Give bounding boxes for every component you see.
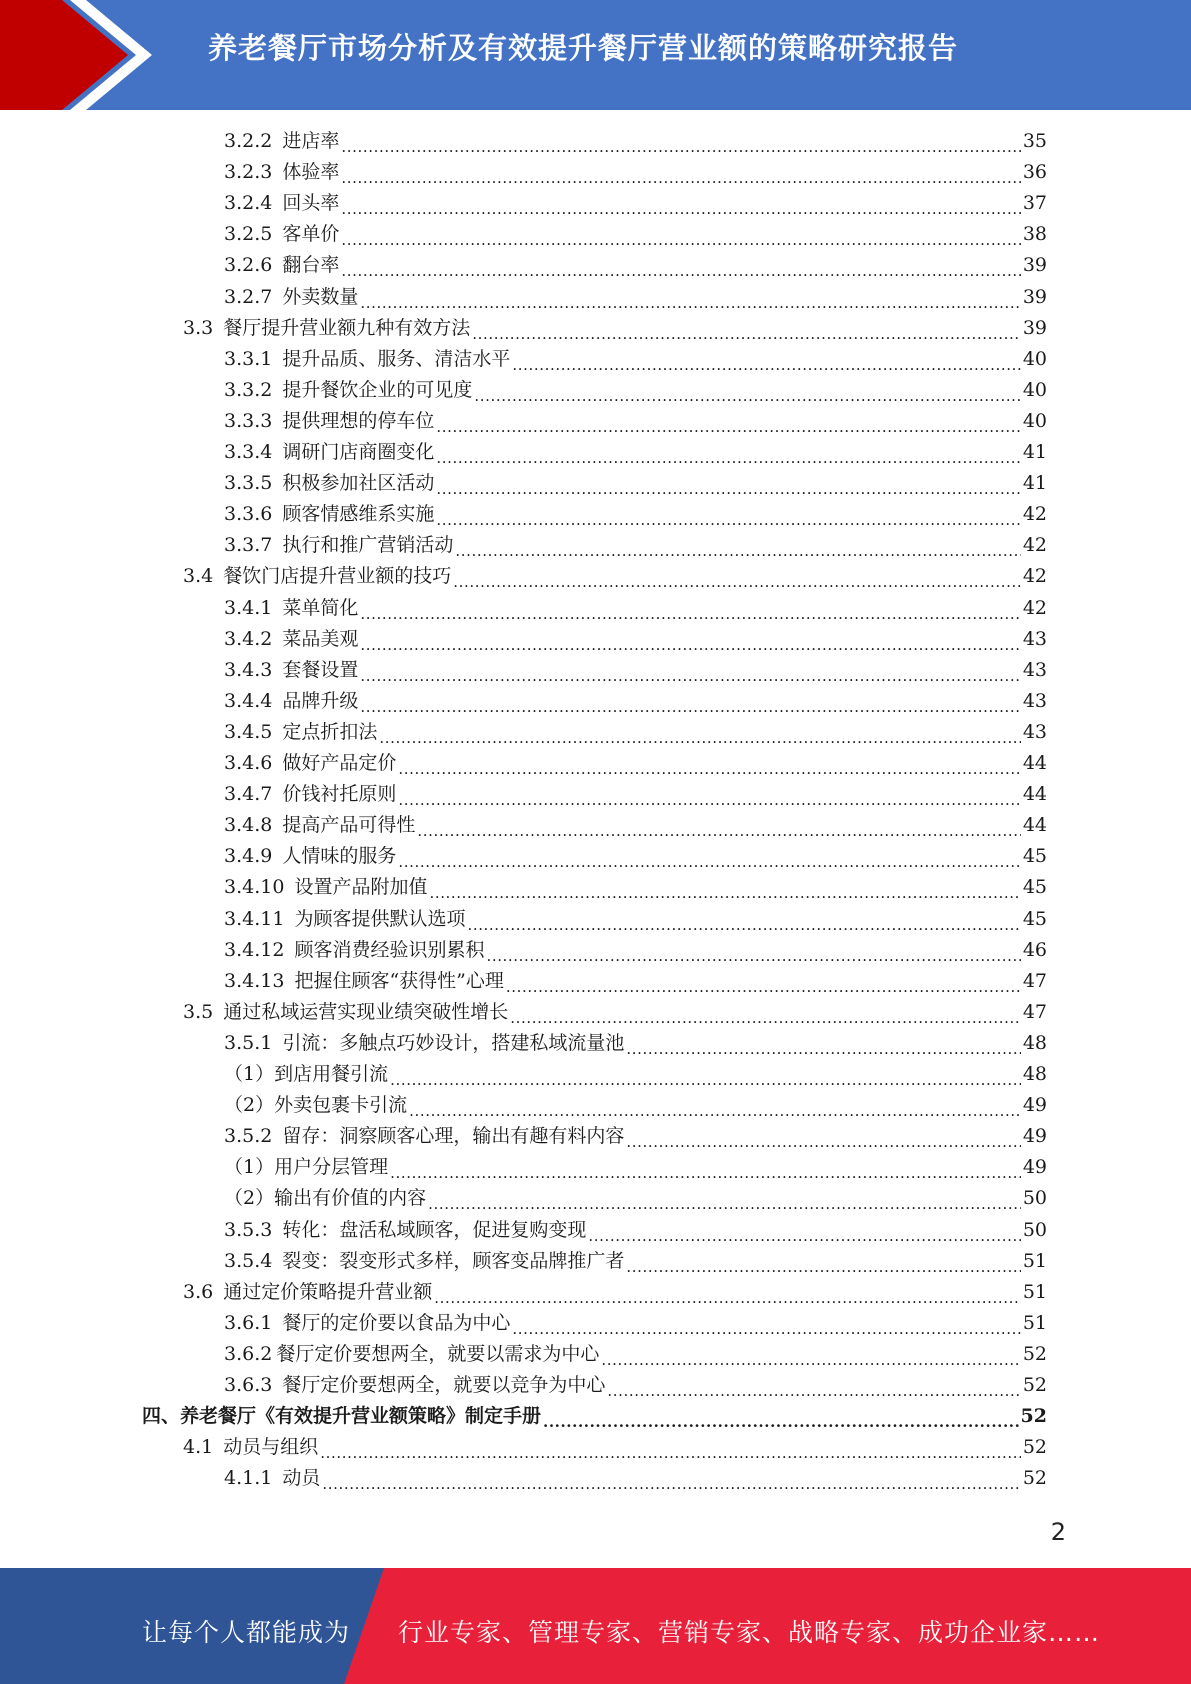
toc-entry-page: 49 [1022,1094,1047,1117]
toc-entry-title: 提高产品可得性 [282,814,416,837]
toc-entry-title: 动员与组织 [223,1436,319,1459]
toc-leader-dots [390,1152,1021,1183]
toc-entry-title: 提供理想的停车位 [282,409,435,432]
toc-entry-page: 44 [1022,752,1047,774]
toc-leader-dots [341,188,1020,219]
toc-entry-number: 3.3.7 [224,534,273,557]
toc-entry-page: 46 [1022,938,1047,961]
toc-entry[interactable] [224,1370,1047,1401]
toc-entry-number: 3.4.4 [224,689,273,712]
toc-entry[interactable] [183,1432,1047,1463]
toc-entry-title: 回头率 [282,192,340,215]
toc-entry[interactable] [224,748,1047,779]
toc-leader-dots [486,935,1020,966]
toc-entry[interactable] [224,250,1047,281]
toc-entry-page: 47 [1022,969,1047,992]
toc-entry[interactable] [183,997,1047,1028]
toc-leader-dots [360,282,1020,313]
toc-entry-page: 43 [1022,627,1047,650]
toc-entry-number: 3.4 [183,565,214,588]
toc-entry-number: 3.4.11 [224,907,285,930]
toc-entry-page: 42 [1022,565,1047,588]
toc-entry-title: 餐厅提升营业额九种有效方法 [223,316,471,339]
toc-entry-page: 52 [1020,1405,1047,1428]
toc-entry-title: （1）到店用餐引流 [224,1063,389,1085]
toc-leader-dots [474,375,1020,406]
toc-entry-number: 3.5.2 [224,1125,273,1148]
toc-entry-page: 52 [1022,1342,1047,1365]
toc-entry-page: 47 [1022,1000,1047,1023]
toc-leader-dots [543,1401,1019,1432]
toc-entry-number: 3.4.2 [224,627,273,650]
toc-entry[interactable] [224,1152,1047,1183]
toc-entry-title: （2）外卖包裹卡引流 [224,1094,408,1117]
toc-entry[interactable] [224,344,1047,375]
toc-entry-number: 3.6.1 [224,1311,273,1334]
toc-entry-number: 3.3 [183,316,214,339]
toc-entry[interactable] [224,717,1047,748]
toc-entry-page: 40 [1022,409,1047,432]
toc-leader-dots [626,1121,1020,1152]
page-footer [0,1568,1191,1684]
toc-entry[interactable] [224,188,1047,219]
toc-entry-page: 50 [1022,1218,1047,1241]
toc-entry-number: 3.6.2 [224,1342,273,1365]
toc-entry-number: 4.1 [183,1436,214,1459]
toc-entry-page: 49 [1022,1156,1047,1179]
toc-entry-number: 3.4.6 [224,752,273,774]
toc-entry[interactable] [224,499,1047,530]
toc-entry-page: 48 [1022,1031,1047,1054]
toc-entry-page: 38 [1022,223,1047,246]
toc-entry-page: 42 [1022,534,1047,557]
toc-entry[interactable] [224,1339,1047,1370]
toc-entry[interactable] [224,841,1047,872]
toc-entry[interactable] [224,1121,1047,1152]
toc-entry-title: 餐厅的定价要以食品为中心 [282,1311,511,1334]
toc-leader-dots [626,1028,1020,1059]
toc-entry-page: 36 [1022,161,1047,184]
toc-entry-title: 动员 [282,1467,321,1490]
toc-entry-number: 3.3.1 [224,347,273,370]
toc-entry-page: 42 [1022,596,1047,619]
toc-entry[interactable] [224,1183,1047,1214]
toc-entry[interactable] [142,1401,1047,1432]
toc-entry-page: 42 [1022,503,1047,526]
toc-entry-page: 39 [1022,285,1047,308]
toc-entry-number: 3.4.10 [224,876,285,899]
toc-leader-dots [341,157,1020,188]
toc-entry-title: 提升餐饮企业的可见度 [282,378,473,401]
toc-entry-number: 3.2.3 [224,161,273,184]
toc-entry[interactable] [224,624,1047,655]
toc-entry-title: 体验率 [282,161,340,184]
toc-entry-page: 51 [1022,1249,1047,1272]
toc-leader-dots [436,499,1020,530]
toc-entry[interactable] [183,561,1047,592]
toc-entry[interactable] [224,437,1047,468]
toc-entry-page: 52 [1022,1467,1047,1490]
toc-entry-title: 为顾客提供默认选项 [294,907,466,930]
toc-entry-page: 49 [1022,1125,1047,1148]
header-arrow-decoration [0,0,160,110]
toc-entry-page: 50 [1022,1187,1047,1210]
toc-entry-number: 3.4.3 [224,658,273,681]
toc-entry[interactable] [224,593,1047,624]
toc-leader-dots [360,655,1020,686]
toc-entry-title: 进店率 [282,130,340,152]
toc-entry[interactable] [224,157,1047,188]
toc-entry-title: 品牌升级 [282,689,359,712]
toc-entry[interactable] [224,1246,1047,1277]
toc-entry-title: 留存：洞察顾客心理，输出有趣有料内容 [282,1125,625,1148]
toc-leader-dots [398,748,1020,779]
toc-entry-title: 人情味的服务 [282,845,397,868]
toc-entry-page: 52 [1022,1374,1047,1396]
toc-entry[interactable] [224,1059,1047,1090]
toc-entry-number: 3.4.12 [224,938,285,961]
toc-leader-dots [436,437,1020,468]
toc-leader-dots [434,1277,1021,1308]
toc-entry-title: 积极参加社区活动 [282,472,435,495]
toc-entry-number: 3.3.6 [224,503,273,526]
toc-entry-page: 35 [1022,130,1047,152]
toc-entry-page: 43 [1022,658,1047,681]
toc-leader-dots [607,1370,1020,1401]
toc-entry-page: 45 [1022,907,1047,930]
toc-entry[interactable] [224,935,1047,966]
page-number: 2 [1050,1518,1066,1546]
toc-leader-dots [322,1463,1020,1494]
toc-entry-title: 外卖数量 [282,285,359,308]
toc-leader-dots [510,997,1021,1028]
toc-leader-dots [512,1308,1020,1339]
toc-entry-number: 4.1.1 [224,1467,273,1490]
toc-leader-dots [360,686,1020,717]
toc-leader-dots [436,468,1020,499]
toc-entry-number: 3.4.1 [224,596,273,619]
toc-entry-title: （1）用户分层管理 [224,1156,389,1179]
toc-entry-page: 40 [1022,347,1047,370]
toc-entry-page: 44 [1022,814,1047,837]
toc-entry[interactable] [224,468,1047,499]
toc-entry-number: 3.3.3 [224,409,273,432]
toc-entry-title: 四、养老餐厅《有效提升营业额策略》制定手册 [142,1405,542,1428]
toc-entry[interactable] [183,313,1047,344]
toc-leader-dots [341,219,1020,250]
toc-leader-dots [360,593,1020,624]
toc-entry-title: 执行和推广营销活动 [282,534,454,557]
toc-entry-number: 3.2.6 [224,254,273,277]
toc-entry-number: 3.2.4 [224,192,273,215]
toc-entry-title: 通过私域运营实现业绩突破性增长 [223,1000,509,1023]
page-header [0,0,1191,110]
footer-slogan-left: 让每个人都能成为 [142,1618,351,1647]
toc-leader-dots [601,1339,1020,1370]
toc-entry-number: 3.4.13 [224,969,285,992]
toc-entry-title: 通过定价策略提升营业额 [223,1280,433,1303]
toc-entry-page: 52 [1022,1436,1047,1459]
toc-entry-page: 45 [1022,876,1047,899]
toc-entry-page: 45 [1022,845,1047,868]
toc-entry-page: 41 [1022,441,1047,463]
toc-entry-page: 51 [1022,1280,1047,1303]
toc-entry[interactable] [224,966,1047,997]
toc-leader-dots [429,872,1020,903]
toc-entry-title: 菜品美观 [282,627,359,650]
toc-entry-title: 翻台率 [282,254,340,277]
toc-entry-title: 菜单简化 [282,596,359,619]
toc-entry[interactable] [224,1308,1047,1339]
toc-entry-number: 3.6 [183,1280,214,1303]
toc-entry-page: 43 [1022,720,1047,743]
toc-entry-title: 设置产品附加值 [294,876,428,899]
toc-entry-number: 3.6.3 [224,1374,273,1396]
toc-leader-dots [472,313,1021,344]
toc-entry-number: 3.2.2 [224,130,273,152]
toc-entry-page: 51 [1022,1311,1047,1334]
toc-entry-number: 3.4.9 [224,845,273,868]
toc-entry[interactable] [224,530,1047,561]
toc-leader-dots [417,810,1020,841]
toc-entry[interactable] [224,219,1047,250]
toc-entry-page: 39 [1022,254,1047,277]
toc-entry-number: 3.2.7 [224,285,273,308]
toc-entry-page: 43 [1022,689,1047,712]
toc-entry-title: 餐饮门店提升营业额的技巧 [223,565,452,588]
toc-entry-title: 餐厅定价要想两全，就要以竞争为中心 [282,1374,606,1396]
toc-entry[interactable] [224,406,1047,437]
toc-entry[interactable] [224,282,1047,313]
toc-leader-dots [398,779,1020,810]
toc-entry-title: 客单价 [282,223,340,246]
toc-entry-number: 3.4.8 [224,814,273,837]
toc-leader-dots [341,126,1020,157]
toc-entry-number: 3.5.4 [224,1249,273,1272]
toc-leader-dots [428,1183,1021,1214]
toc-leader-dots [512,344,1020,375]
toc-leader-dots [453,561,1021,592]
toc-entry[interactable] [224,126,1047,157]
toc-leader-dots [455,530,1020,561]
toc-entry-title: 餐厅定价要想两全，就要以需求为中心 [276,1342,600,1365]
toc-leader-dots [320,1432,1021,1463]
toc-leader-dots [398,841,1020,872]
toc-entry-title: 裂变：裂变形式多样，顾客变品牌推广者 [282,1249,625,1272]
toc-entry[interactable] [224,872,1047,903]
toc-entry[interactable] [224,1090,1047,1121]
toc-entry-title: 把握住顾客“获得性”心理 [294,969,504,992]
toc-entry-number: 3.5.1 [224,1031,273,1054]
toc-entry-number: 3.5.3 [224,1218,273,1241]
toc-entry-title: 套餐设置 [282,658,359,681]
toc-leader-dots [360,624,1020,655]
toc-entry[interactable] [183,1277,1047,1308]
toc-entry[interactable] [224,686,1047,717]
toc-entry-number: 3.3.2 [224,378,273,401]
footer-slogan-right: 行业专家、管理专家、营销专家、战略专家、成功企业家…… [398,1618,1101,1647]
toc-entry-page: 48 [1022,1063,1047,1085]
toc-entry-title: 引流：多触点巧妙设计，搭建私域流量池 [282,1031,625,1054]
toc-entry-number: 3.3.4 [224,441,273,463]
toc-entry-title: 转化：盘活私域顾客，促进复购变现 [282,1218,587,1241]
toc-entry-page: 41 [1022,472,1047,495]
toc-leader-dots [409,1090,1021,1121]
toc-entry[interactable] [224,779,1047,810]
toc-entry-title: 做好产品定价 [282,752,397,774]
toc-entry-title: 顾客情感维系实施 [282,503,435,526]
toc-leader-dots [341,250,1020,281]
toc-entry-title: 提升品质、服务、清洁水平 [282,347,511,370]
toc-leader-dots [390,1059,1021,1090]
toc-entry-number: 3.3.5 [224,472,273,495]
toc-entry[interactable] [224,904,1047,935]
toc-entry-number: 3.4.7 [224,783,273,806]
toc-entry-title: 定点折扣法 [282,720,378,743]
toc-leader-dots [588,1215,1020,1246]
toc-entry[interactable] [224,810,1047,841]
toc-entry[interactable] [224,1028,1047,1059]
toc-entry-number: 3.2.5 [224,223,273,246]
toc-entry-number: 3.5 [183,1000,214,1023]
toc-entry-page: 37 [1022,192,1047,215]
toc-entry-page: 40 [1022,378,1047,401]
toc-entry-title: （2）输出有价值的内容 [224,1187,427,1210]
toc-entry-number: 3.4.5 [224,720,273,743]
toc-entry[interactable] [224,375,1047,406]
toc-leader-dots [379,717,1020,748]
toc-entry-title: 顾客消费经验识别累积 [294,938,485,961]
toc-entry-page: 44 [1022,783,1047,806]
toc-entry-title: 调研门店商圈变化 [282,441,435,463]
report-title: 养老餐厅市场分析及有效提升餐厅营业额的策略研究报告 [208,31,959,65]
toc-entry[interactable] [224,1463,1047,1494]
toc-leader-dots [436,406,1020,437]
toc-entry[interactable] [224,1215,1047,1246]
toc-leader-dots [506,966,1021,997]
toc-entry-page: 39 [1022,316,1047,339]
toc-leader-dots [467,904,1020,935]
toc-entry-title: 价钱衬托原则 [282,783,397,806]
toc-leader-dots [626,1246,1020,1277]
toc-entry[interactable] [224,655,1047,686]
